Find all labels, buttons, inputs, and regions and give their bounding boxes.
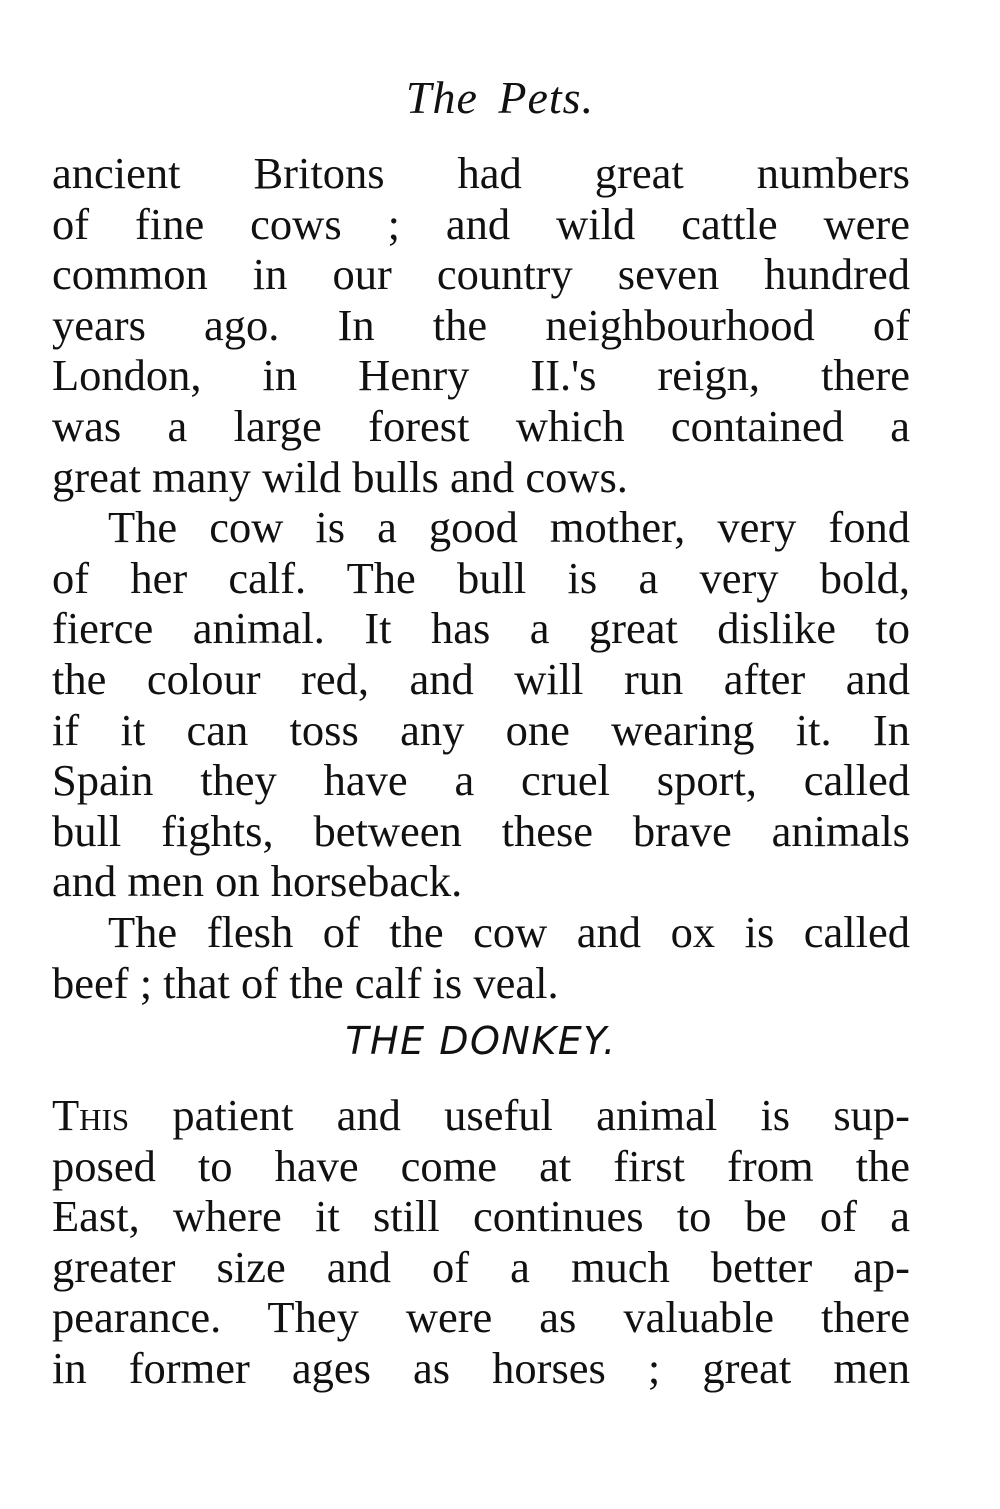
body-text <box>52 148 910 1394</box>
text-line: bull fights, between these brave animals <box>52 805 910 856</box>
text-line: The cow is a good mother, very fond <box>108 502 910 553</box>
paragraph-2 <box>52 502 910 907</box>
text-line: East, where it still continues to be of a <box>52 1191 910 1242</box>
text-line: fierce animal. It has a great dislike to <box>52 603 910 654</box>
text-line: and men on horseback. <box>52 856 463 907</box>
running-title: The Pets. <box>405 72 595 123</box>
text-line: of her calf. The bull is a very bold, <box>52 552 910 603</box>
text-line: common in our country seven hundred <box>52 249 910 300</box>
first-line-rest: patient and useful animal is sup- <box>129 1090 910 1141</box>
text-line: great many wild bulls and cows. <box>52 451 628 502</box>
text-line: pearance. They were as valuable there <box>52 1292 910 1343</box>
text-line: posed to have come at first from the <box>52 1140 910 1191</box>
text-line: the colour red, and will run after and <box>52 653 910 704</box>
paragraph-3 <box>52 907 910 1008</box>
text-line: of fine cows ; and wild cattle were <box>52 198 910 249</box>
text-line: if it can toss any one wearing it. In <box>52 704 910 755</box>
text-line: Spain they have a cruel sport, called <box>52 755 910 806</box>
text-line: greater size and of a much better ap- <box>52 1241 910 1292</box>
paragraph-1 <box>52 148 910 502</box>
text-line: years ago. In the neighbourhood of <box>52 299 910 350</box>
text-line: The flesh of the cow and ox is called <box>108 906 910 957</box>
drop-word: This <box>52 1090 130 1141</box>
paragraph-4 <box>52 1090 910 1394</box>
section-heading: THE DONKEY. <box>345 1019 617 1064</box>
text-line <box>52 1090 910 1141</box>
text-line: ancient Britons had great numbers <box>52 148 910 198</box>
text-line: beef ; that of the calf is veal. <box>52 957 559 1008</box>
text-line: London, in Henry II.'s reign, there <box>52 350 910 401</box>
text-line: in former ages as horses ; great men <box>52 1343 910 1394</box>
text-line: was a large forest which contained a <box>52 400 910 451</box>
